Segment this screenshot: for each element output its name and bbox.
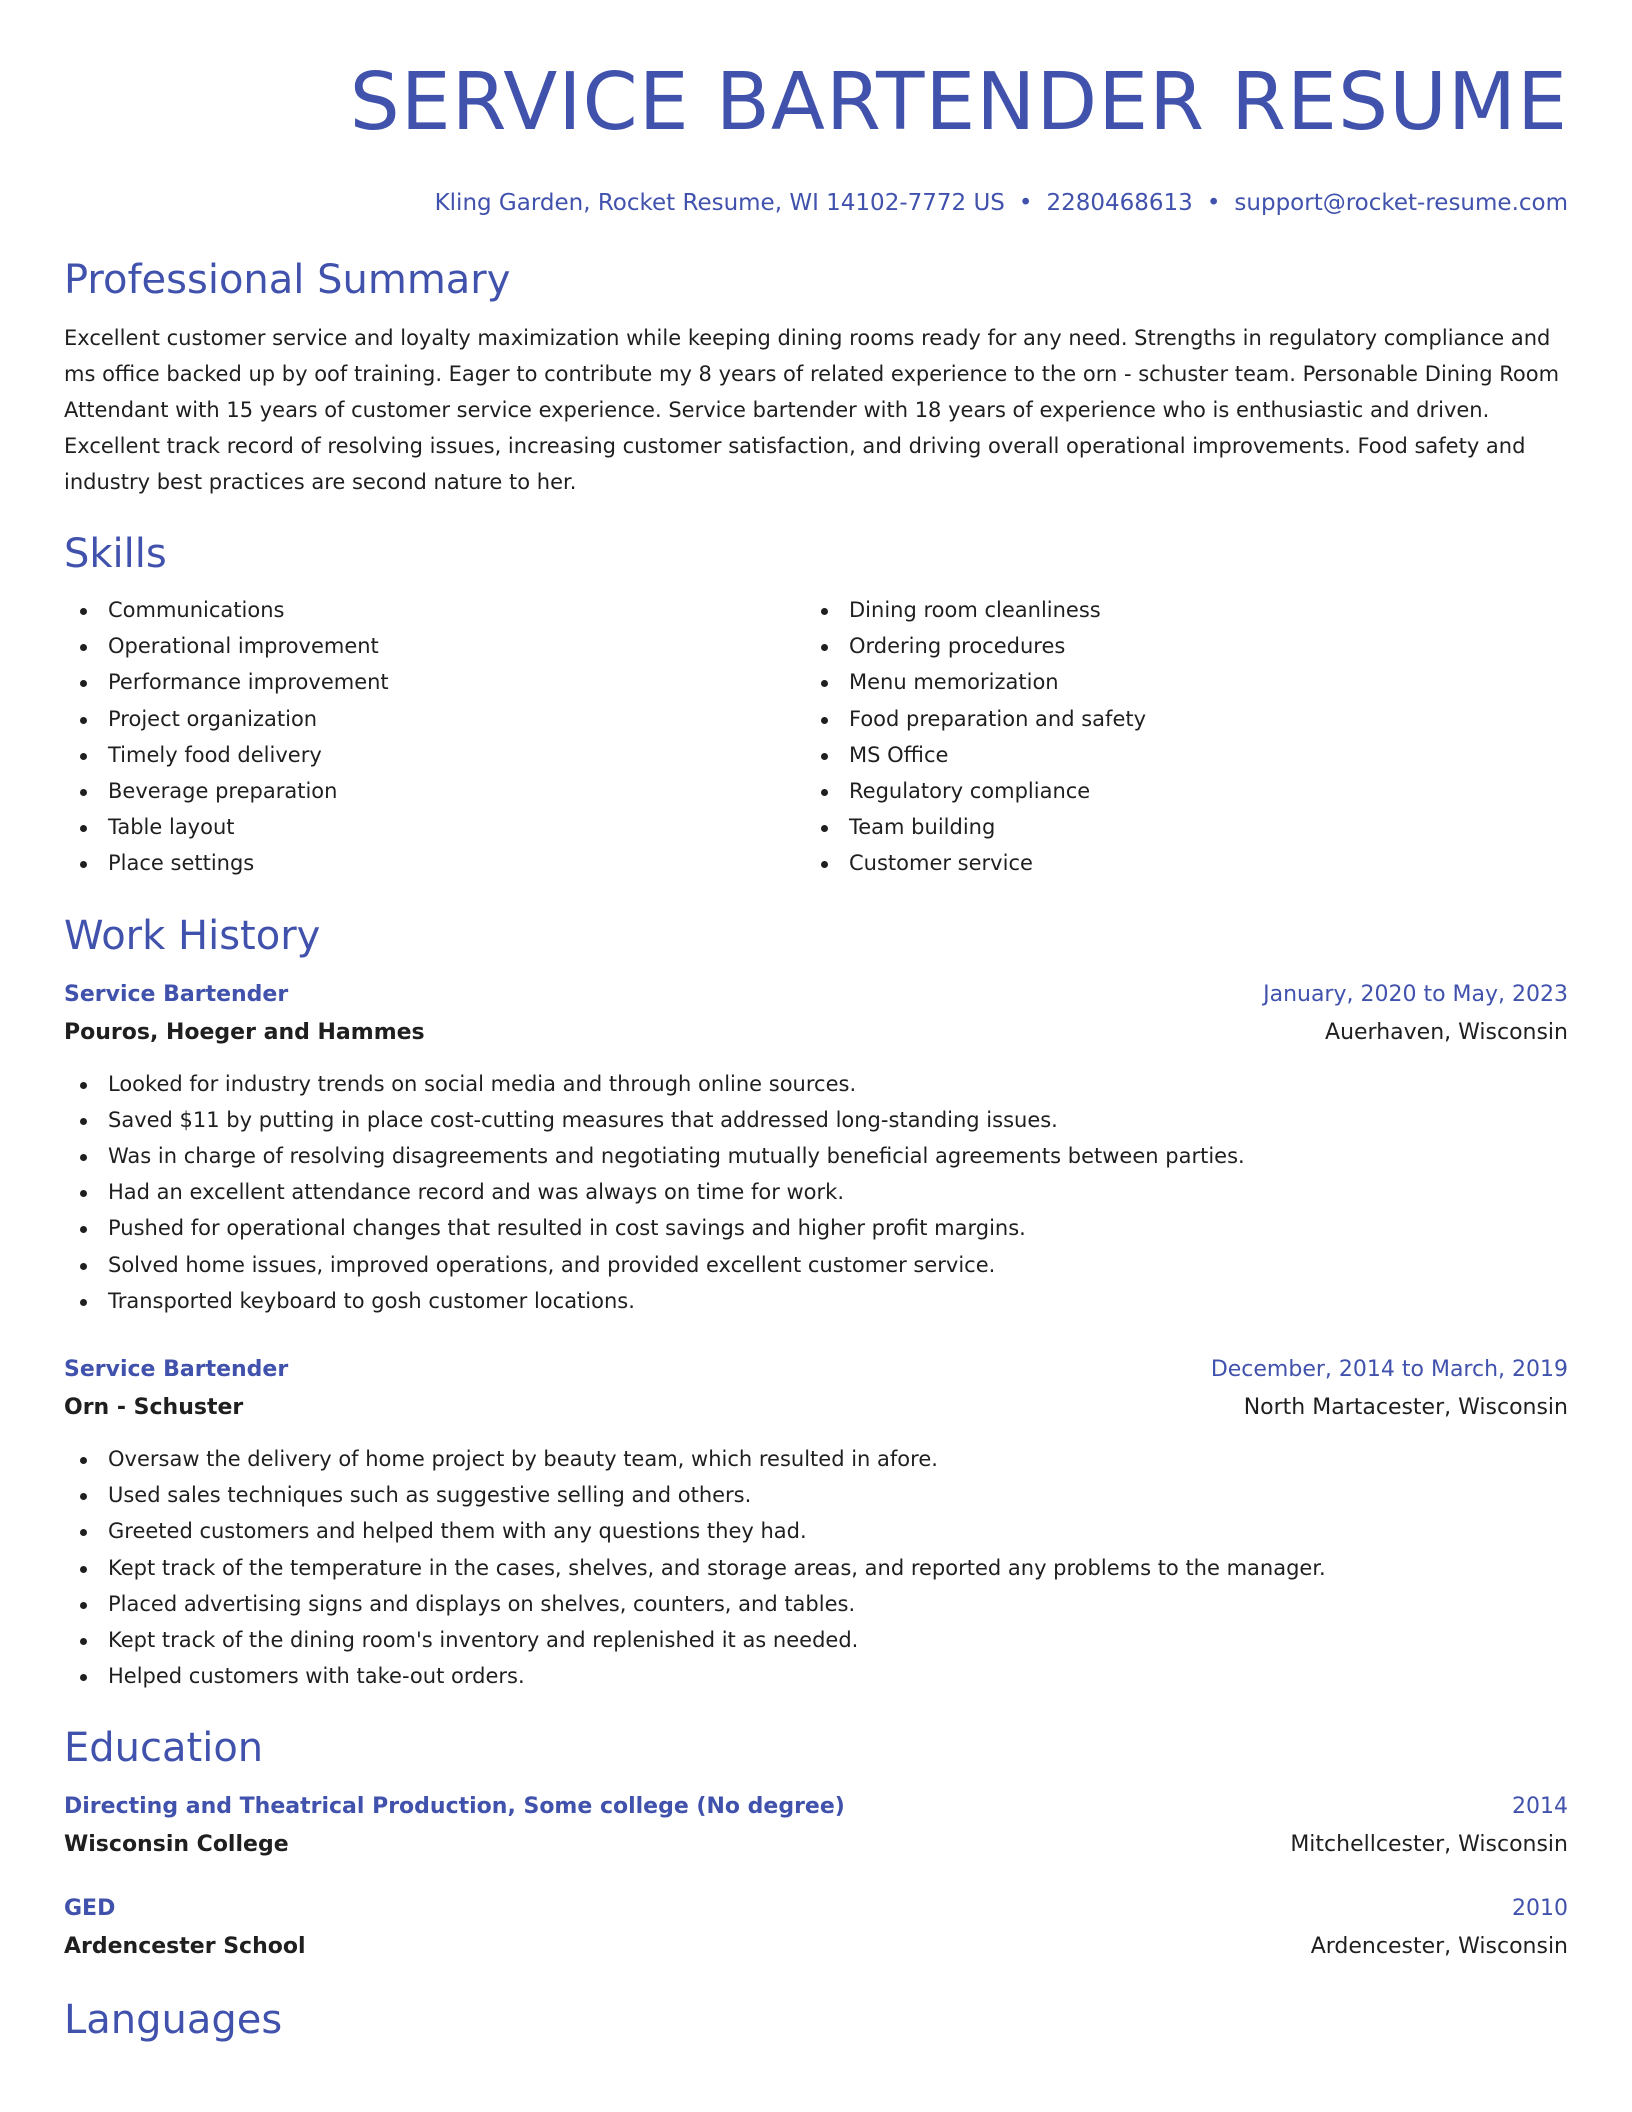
resume-title: SERVICE BARTENDER RESUME bbox=[349, 56, 1568, 148]
duty-item: Used sales techniques such as suggestive selling and others. bbox=[64, 1477, 1568, 1513]
job-duties bbox=[64, 1066, 1568, 1319]
languages-heading: Languages bbox=[64, 1997, 283, 2044]
contact-line bbox=[64, 188, 1568, 218]
skill-item: Performance improvement bbox=[64, 664, 805, 700]
skills-column-right bbox=[805, 592, 1546, 882]
skill-item: Timely food delivery bbox=[64, 737, 805, 773]
duty-item: Helped customers with take-out orders. bbox=[64, 1658, 1568, 1694]
job-title: Service Bartender bbox=[64, 1357, 289, 1383]
skill-item: Food preparation and safety bbox=[805, 701, 1546, 737]
address: Kling Garden, Rocket Resume, WI 14102-7772 US bbox=[434, 190, 1005, 216]
company-name: Orn - Schuster bbox=[64, 1395, 244, 1421]
job-location: Auerhaven, Wisconsin bbox=[1325, 1019, 1568, 1045]
job-title: Service Bartender bbox=[64, 981, 289, 1007]
skills-list bbox=[64, 592, 1568, 882]
company-name: Pouros, Hoeger and Hammes bbox=[64, 1019, 425, 1045]
job-duties bbox=[64, 1441, 1568, 1694]
skill-item: Dining room cleanliness bbox=[805, 592, 1546, 628]
summary-heading: Professional Summary bbox=[64, 257, 511, 303]
duty-item: Kept track of the temperature in the cases, shelves, and storage areas, and reported any problems to the manager. bbox=[64, 1550, 1568, 1586]
education-year: 2014 bbox=[1512, 1794, 1568, 1820]
duty-item: Greeted customers and helped them with any questions they had. bbox=[64, 1513, 1568, 1549]
work-history-heading: Work History bbox=[64, 912, 321, 959]
skill-item: Ordering procedures bbox=[805, 628, 1546, 664]
email-link[interactable]: support@rocket-resume.com bbox=[1234, 190, 1568, 216]
job-dates: January, 2020 to May, 2023 bbox=[1263, 981, 1568, 1007]
duty-item: Solved home issues, improved operations, and provided excellent customer service. bbox=[64, 1247, 1568, 1283]
skill-item: Table layout bbox=[64, 809, 805, 845]
duty-item: Placed advertising signs and displays on shelves, counters, and tables. bbox=[64, 1586, 1568, 1622]
separator-dot: • bbox=[1206, 190, 1221, 216]
skill-item: Menu memorization bbox=[805, 664, 1546, 700]
summary-text: Excellent customer service and loyalty maximization while keeping dining rooms ready for any need. Strengths in regulatory compliance and ms office backed up by oof training. Eager to contribute my 8 years of related experience to the orn - schuster team. Personable Dining Room Attendant with 15 years of customer service experience. Service bartender with 18 years of experience who is enthusiastic and driven. Excellent track record of resolving issues, increasing customer satisfaction, and driving overall operational improvements. Food safety and industry best practices are second nature to her. bbox=[64, 326, 1560, 494]
school-location: Mitchellcester, Wisconsin bbox=[1290, 1832, 1568, 1858]
separator-dot: • bbox=[1018, 190, 1033, 216]
skill-item: Operational improvement bbox=[64, 628, 805, 664]
duty-item: Kept track of the dining room's inventory and replenished it as needed. bbox=[64, 1622, 1568, 1658]
skill-item: Customer service bbox=[805, 845, 1546, 881]
duty-item: Had an excellent attendance record and was always on time for work. bbox=[64, 1174, 1568, 1210]
school-location: Ardencester, Wisconsin bbox=[1310, 1934, 1568, 1960]
skill-item: MS Office bbox=[805, 737, 1546, 773]
school-name: Wisconsin College bbox=[64, 1832, 289, 1858]
skills-heading: Skills bbox=[64, 531, 167, 577]
job-location: North Martacester, Wisconsin bbox=[1243, 1395, 1568, 1421]
school-name: Ardencester School bbox=[64, 1934, 306, 1960]
skill-item: Communications bbox=[64, 592, 805, 628]
skill-item: Beverage preparation bbox=[64, 773, 805, 809]
duty-item: Saved $11 by putting in place cost-cutting measures that addressed long-standing issues. bbox=[64, 1102, 1568, 1138]
skills-column-left bbox=[64, 592, 805, 882]
education-heading: Education bbox=[64, 1725, 264, 1772]
skill-item: Place settings bbox=[64, 845, 805, 881]
skill-item: Team building bbox=[805, 809, 1546, 845]
education-entry bbox=[64, 1890, 1568, 1966]
duty-item: Pushed for operational changes that resulted in cost savings and higher profit margins. bbox=[64, 1210, 1568, 1246]
education-year: 2010 bbox=[1512, 1896, 1568, 1922]
degree: Directing and Theatrical Production, Some college (No degree) bbox=[64, 1794, 845, 1820]
duty-item: Transported keyboard to gosh customer locations. bbox=[64, 1283, 1568, 1319]
duty-item: Looked for industry trends on social media and through online sources. bbox=[64, 1066, 1568, 1102]
duty-item: Was in charge of resolving disagreements and negotiating mutually beneficial agreements between parties. bbox=[64, 1138, 1568, 1174]
job-entry bbox=[64, 1351, 1568, 1694]
resume-header bbox=[64, 0, 1568, 218]
skill-item: Regulatory compliance bbox=[805, 773, 1546, 809]
job-dates: December, 2014 to March, 2019 bbox=[1210, 1357, 1568, 1383]
phone: 2280468613 bbox=[1046, 190, 1193, 216]
degree: GED bbox=[64, 1896, 116, 1922]
education-entry bbox=[64, 1788, 1568, 1864]
skill-item: Project organization bbox=[64, 701, 805, 737]
job-entry bbox=[64, 976, 1568, 1319]
duty-item: Oversaw the delivery of home project by beauty team, which resulted in afore. bbox=[64, 1441, 1568, 1477]
